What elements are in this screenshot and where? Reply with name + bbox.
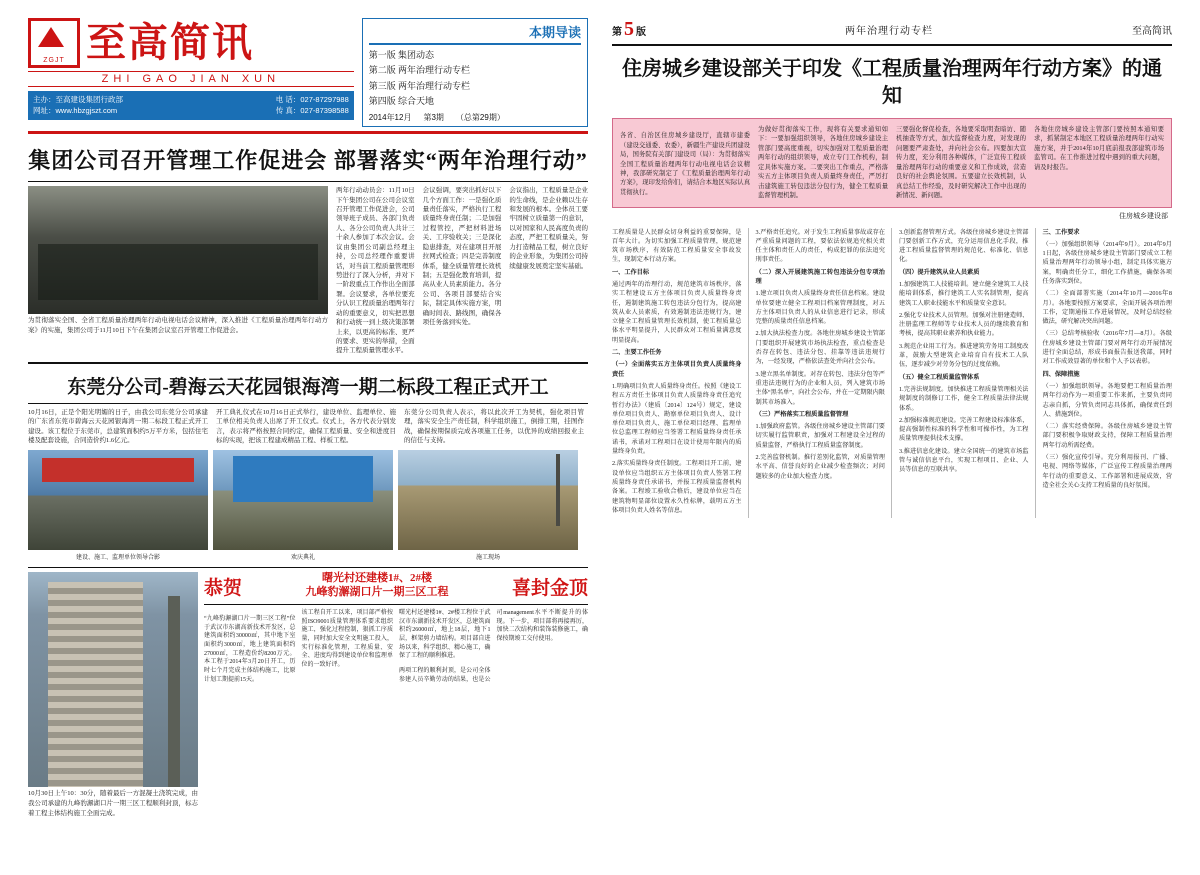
story1-body: [28, 186, 588, 356]
story2-caption-3: 施工现场: [475, 555, 500, 562]
story3-banner-middle: [306, 572, 449, 600]
issue-number: 第3期: [423, 113, 444, 123]
col2-p2: （二）深入开展建筑施工转包违法分包专项治理: [755, 268, 885, 285]
issue-guide-box: [362, 18, 588, 127]
masthead: [28, 18, 588, 134]
divider-2: [28, 362, 588, 364]
issue-total: （总第29期）: [455, 113, 505, 123]
col2-p7: 1.加强政府监管。各级住房城乡建设主管部门要切实履行监管职责，加强对工程建设全过程的质量监督，严格执行工程质量监督制度。: [755, 423, 885, 449]
paper-title-pinyin: ZHI GAO JIAN XUN: [28, 71, 354, 87]
story2-photo-strip: [28, 450, 588, 550]
story3-banner-line1: 曙光村还建楼1#、2#楼: [322, 572, 432, 585]
col3-p1: 3.创新监督管理方式。各级住房城乡建设主管部门要创新工作方式，充分运用信息化手段，推进工程质量监督管理的规范化、标准化、信息化。: [899, 228, 1029, 264]
notice-column-4: [1043, 228, 1173, 519]
guide-item-4[interactable]: 第四版 综合天地: [368, 95, 435, 106]
col1-p2: 一、工作目标: [612, 268, 650, 276]
story3-col2: 该工程自开工以来，项目部严格按照ISO9001质量管理体系要求组织施工，强化过程控制，狠抓工序质量，同时加大安全文明施工投入，实行标准化管理，工程质量、安全、进度均得到建设单位和监理单位的一致好评。: [301, 609, 393, 669]
page-label-prefix: 第: [612, 27, 622, 38]
divider-4: [204, 604, 588, 605]
divider-1: [28, 181, 588, 182]
paper-name-running-head: 至高简讯: [1132, 26, 1172, 37]
story3-banner-line2: 九峰豹澥湖口片一期三区工程: [305, 586, 449, 599]
story3-body: [204, 609, 588, 685]
story3-banner-left: 恭贺: [204, 577, 243, 599]
guide-item-1[interactable]: 第一版 集团动态: [368, 50, 435, 60]
col1-p7: 2.落实质量终身责任制度。工程项目开工前，建设单位应当组织五方主体项目负责人签署工程质量终身责任承诺书，并报工程质量监督机构备案。工程竣工验收合格后，建设单位应当在建筑物明显部位设置永久性标牌，载明五方主体项目负责人姓名等信息。: [612, 460, 742, 514]
lead-col1: 各省、自治区住房城乡建设厅，直辖市建委（建设交通委、农委），新疆生产建设兵团建设局，国务院有关部门建设司（局）：为贯彻落实全国工程质量治理两年行动电视电话会议精神，我部研究制定了《工程质量治理两年行动方案》，现印发给你们，请结合本地区实际认真贯彻执行。: [620, 132, 750, 196]
col2-p6: （三）严格落实工程质量监督管理: [755, 410, 849, 418]
story1-headline: 集团公司召开管理工作促进会 部署落实“两年治理行动”: [28, 148, 588, 174]
col1-p6: 1.明确项目负责人质量终身责任。按照《建设工程五方责任主体项目负责人质量终身责任追究暂行办法》（建质〔2014〕124号）规定，建设单位项目负责人、勘察单位项目负责人、设计单位项目负责人、施工单位项目经理、监理单位总监理工程师应当签署工程质量终身责任承诺书，承诺对工程项目在设计使用年限内的质量终身负责。: [612, 382, 742, 456]
paper-title: 至高简讯: [86, 19, 254, 66]
story2-photo-captions: [28, 552, 588, 561]
story3-photo-block: [28, 572, 198, 818]
col2-p1: 3.严格责任追究。对于发生工程质量事故或存在严重质量问题的工程，要依法依规追究相关责任主体和责任人的责任，构成犯罪的依法追究刑事责任。: [755, 228, 885, 264]
col2-p8: 2.完善监督机制。推行差别化监管，对质量管理水平高、信誉良好的企业减少检查频次；对问题较多的企业加大检查力度。: [755, 454, 885, 480]
zgjt-logo-icon: [28, 18, 80, 68]
lead-col2: 为做好贯彻落实工作，现将有关要求通知如下：一要加强组织领导，各地住房城乡建设主管部门要高度重视，切实加强对工程质量治理两年行动的组织领导，成立专门工作机构，制定具体实施方案。二要突出工作重点，严格落实五方主体项目负责人质量终身责任，严厉打击建筑施工转包违法分包行为，健全工程质量监督管理机制。: [758, 126, 888, 200]
right-page-header: [612, 18, 1172, 46]
notice-column-2: [756, 228, 893, 519]
col4-p2: （一）加强组织领导（2014年9月）。2014年9月1日起，各级住房城乡建设主管部门要成立工程质量治理两年行动领导小组，制定具体实施方案，明确责任分工，细化工作措施，确保各项任务落实到位。: [1042, 240, 1172, 285]
col1-p4: 二、主要工作任务: [612, 349, 662, 357]
story1-photo: [28, 186, 328, 314]
guide-title: 本期导读: [369, 22, 581, 45]
notice-lead-box: [612, 118, 1172, 208]
left-page: [28, 18, 588, 858]
page-number: 5: [624, 18, 634, 40]
notice-signature: 住房城乡建设部: [1119, 211, 1168, 220]
fax-line: 传 真：027-87398588: [275, 106, 349, 116]
story2-headline: 东莞分公司-碧海云天花园银海湾一期二标段工程正式开工: [67, 376, 549, 398]
masthead-contact: [28, 91, 354, 120]
col2-p3: 1.建立项目负责人质量终身责任信息档案。建设单位要建立健全工程项目档案管理制度，对五方主体项目负责人的从业信息进行记录，形成完整的质量责任信息档案。: [755, 290, 885, 326]
col4-p6: （一）加强组织领导。各地要把工程质量治理两年行动作为一项重要工作来抓，主要负责同志亲自抓，分管负责同志具体抓，确保责任到人、措施到位。: [1042, 382, 1172, 418]
col2-p5: 3.建立黑名单制度。对存在转包、违法分包等严重违法违规行为的企业和人员，列入建筑市场主体“黑名单”，向社会公布，并在一定期限内限制其市场准入。: [755, 370, 885, 406]
story2-col1: 10月16日，正是个阳光明媚的日子，由我公司东莞分公司承建的广东省东莞市碧海云天花园银海湾一期二标段工程正式开工建设。该工程位于东莞市，总建筑面积约5万平方米，包括住宅楼及配套设施，合同造价约1.6亿元。: [28, 408, 208, 445]
story2-col3: 东莞分公司负责人表示，将以此次开工为契机，强化项目管理，落实安全生产责任制，科学组织施工，倒排工期，挂图作战，确保按期保质完成各项施工任务，以优异的成绩回报业主的信任与支持。: [404, 408, 584, 445]
story3-photo-caption: 10月30日上午10：30分，随着最后一方混凝土浇筑完成，由我公司承建的九峰豹澥湖口片一期三区工程顺利封顶，标志着工程主体结构施工全面完成。: [28, 790, 198, 817]
issue-date: 2014年12月: [368, 113, 412, 123]
lead-col3: 三要强化督促检查，各地要采取明查暗访、随机抽查等方式，加大监督检查力度，对发现的问题要严肃查处，并向社会公布。四要加大宣传力度，充分利用各种媒体，广泛宣传工程质量治理两年行动的重要意义和工作成效，营造良好的社会舆论氛围。五要建立长效机制，认真总结工作经验，及时研究解决工作中出现的新情况、新问题。: [896, 126, 1026, 200]
story3: [28, 567, 588, 818]
story2-body: [28, 408, 588, 446]
guide-item-3[interactable]: 第三版 两年治理行动专栏: [368, 80, 471, 91]
col4-p3: （二）全面部署实施（2014年10月—2016年8月）。各地要按照方案要求，全面开展各项治理工作，定期通报工作进展情况，及时总结经验做法，研究解决突出问题。: [1042, 290, 1172, 326]
logo-abbrev: ZGJT: [43, 57, 65, 64]
section-title: 两年治理行动专栏: [845, 26, 933, 37]
notice-body-columns: [612, 228, 1172, 519]
page-label-suffix: 版: [636, 27, 646, 38]
phone-line: 电 话：027-87297988: [275, 95, 349, 104]
story3-banner-right: 喜封金顶: [511, 577, 588, 599]
story2-caption-1: 建设、施工、监理单位领导合影: [75, 555, 160, 562]
col3-p7: 1.完善法规制度。加快推进工程质量管理相关法规制度的制修订工作，健全工程质量法律法规体系。: [899, 385, 1029, 412]
story3-col3: 曙光村还建楼1#、2#楼工程位于武汉市东湖新技术开发区，总建筑面积约26000㎡，地上18层，地下1层，框架剪力墙结构。项目部自进场以来，科学组织、精心施工，确保了工程的顺利推进。: [399, 609, 491, 660]
col3-p9: 3.推进信息化建设。建立全国统一的建筑市场监管与诚信信息平台，实现工程项目、企业、人员等信息的互联共享。: [899, 447, 1029, 474]
story3-banner: [204, 572, 588, 600]
issue-line: [369, 112, 581, 123]
guide-item-2[interactable]: 第二版 两年治理行动专栏: [368, 65, 471, 76]
story2-col2: 开工典礼仪式在10月16日正式举行，建设单位、监理单位、施工单位相关负责人出席了开工仪式。仪式上，各方代表分别发言，表示将严格按照合同约定，确保工程质量、安全和进度目标的实现，把该工程建成精品工程、样板工程。: [216, 408, 396, 445]
publisher-line: 主办：至高建设集团行政部: [33, 95, 123, 104]
lead-col4: 各地住房城乡建设主管部门要按照本通知要求，抓紧制定本地区工程质量治理两年行动实施方案，并于2014年10月底前报我部建筑市场监管司。在工作推进过程中遇到的重大问题，请及时报告。: [1034, 126, 1164, 171]
right-page: [612, 18, 1172, 858]
story3-col1: “九峰豹澥湖口片一期三区工程”位于武汉市东湖高新技术开发区，总建筑面积约30000㎡，其中地下室面积约3000㎡，地上建筑面积约27000㎡，工程造价约8200万元。本工程于2014年3月20日开工，历时七个月完成主体结构施工，比原计划工期提前15天。: [204, 615, 296, 683]
story1-col1: 两年行动动员会：11月10日下午集团公司在公司会议室召开管理工作促进会，公司领导班子成员、各部门负责人、各分公司负责人共计三十余人参加了本次会议。会议由集团公司副总经理主持，公司总经理作重要讲话，对当前工程质量管理形势进行了深入分析，并对下一阶段重点工作作出全面部署。会议要求，各单位要充分认识工程质量治理两年行动的重要意义，切实把思想和行动统一到上级决策部署上来，以更高的标准、更严的要求、更实的举措，全面提升工程质量管理水平。: [336, 187, 415, 355]
col4-p7: （二）落实经费保障。各级住房城乡建设主管部门要积极争取财政支持，保障工程质量治理两年行动所需经费。: [1042, 423, 1172, 449]
col3-p3: 1.加强建筑工人技能培训。建立健全建筑工人技能培训体系，推行建筑工人实名制管理，提高建筑工人职业技能水平和质量安全意识。: [899, 280, 1029, 307]
notice-column-3: [899, 228, 1036, 519]
col4-p8: （三）强化宣传引导。充分利用报刊、广播、电视、网络等媒体，广泛宣传工程质量治理两年行动的重要意义、工作部署和进展成效，营造全社会关心支持工程质量的良好氛围。: [1042, 454, 1172, 489]
story2-photo-2: [213, 450, 393, 550]
col4-p1: 三、工作要求: [1042, 228, 1080, 236]
masthead-brand: [28, 18, 354, 120]
col1-p3: 通过两年的治理行动，规范建筑市场秩序，落实工程建设五方主体项目负责人质量终身责任，遏制建筑施工转包违法分包行为，提高建筑从业人员素质，有效遏制违法违规行为，建立健全工程质量管理长效机制，使工程质量总体水平明显提升，人民群众对工程质量满意度明显提高。: [612, 280, 742, 344]
col1-p1: 工程质量是人民群众切身利益的重要保障，是百年大计。为切实加强工程质量管理，规范建筑市场秩序，有效防范工程质量安全事故发生，现制定本行动方案。: [612, 228, 742, 264]
notice-column-1: [612, 228, 749, 519]
col3-p4: 2.强化专业技术人员管理。加强对注册建造师、注册监理工程师等专业技术人员的继续教育和考核，提高其职业素养和执业能力。: [899, 311, 1029, 338]
col3-p2: （四）提升建筑从业人员素质: [899, 268, 980, 276]
col4-p4: （三）总结考核验收（2016年7月—8月）。各级住房城乡建设主管部门要对两年行动开展情况进行全面总结，形成书面报告报送我部，同时对工作成效显著的单位和个人予以表彰。: [1042, 330, 1172, 366]
divider-3: [28, 403, 588, 404]
story3-photo: [28, 572, 198, 787]
story1-photo-caption: 为贯彻落实全国、全省工程质量治理两年行动电视电话会议精神，深入推进《工程质量治理两年行动方案》的实施，集团公司于11月10日下午在集团会议室召开管理工作促进会。: [28, 317, 328, 334]
story2-caption-2: 欢庆典礼: [290, 555, 315, 562]
col3-p8: 2.加强标准规范建设。完善工程建设标准体系，提高强制性标准的科学性和可操作性，为工程质量管理提供技术支撑。: [899, 416, 1029, 443]
story3-col4: 两项工程的顺利封顶，是公司全体参建人员辛勤劳动的结果，也是公司management水平不断提升的体现。下一步，项目部将再接再厉，加快二次结构和装饰装修施工，确保按期竣工交付使用。: [399, 609, 588, 683]
col1-p5: （一）全面落实五方主体项目负责人质量终身责任: [612, 361, 742, 378]
right-page-title: 住房城乡建设部关于印发《工程质量治理两年行动方案》的通知: [622, 58, 1162, 107]
story2-photo-3: [398, 450, 578, 550]
story1-col2: 会议强调，要突出抓好以下几个方面工作：一是强化质量责任落实，严格执行工程质量终身责任制；二是加强过程管控，严把材料进场关、工序验收关；三是深化隐患排查，对在建项目开展拉网式检查；四是完善制度体系，健全质量管理长效机制；五是强化教育培训，提高从业人员素质能力。各分公司、各项目部要结合实际，制定具体实施方案，明确时间表、路线图，确保各项任务落到实处。: [422, 187, 502, 327]
col3-p5: 3.规范企业用工行为。推进建筑劳务用工制度改革，鼓励大型建筑企业培育自有技术工人队伍，逐步减少对劳务分包的过度依赖。: [899, 342, 1029, 369]
page-number-badge: [612, 18, 646, 41]
story3-text-block: [204, 572, 588, 818]
col4-p5: 四、保障措施: [1042, 370, 1080, 378]
col2-p4: 2.加大执法检查力度。各地住房城乡建设主管部门要组织开展建筑市场执法检查，重点检查是否存在转包、违法分包、挂靠等违法违规行为，一经发现，严格依法查处并向社会公布。: [755, 330, 885, 366]
story2-photo-1: [28, 450, 208, 550]
col3-p6: （五）健全工程质量监管体系: [899, 373, 980, 381]
story1-col3: 会议指出，工程质量是企业的生命线，是企业赖以生存和发展的根本。全体员工要牢固树立质量第一的意识，以对国家和人民高度负责的态度，严把工程质量关，努力打造精品工程，树立良好的企业形象，为集团公司持续健康发展奠定坚实基础。: [509, 187, 589, 270]
website-line: 网址：www.hbzgjszt.com: [33, 106, 118, 116]
